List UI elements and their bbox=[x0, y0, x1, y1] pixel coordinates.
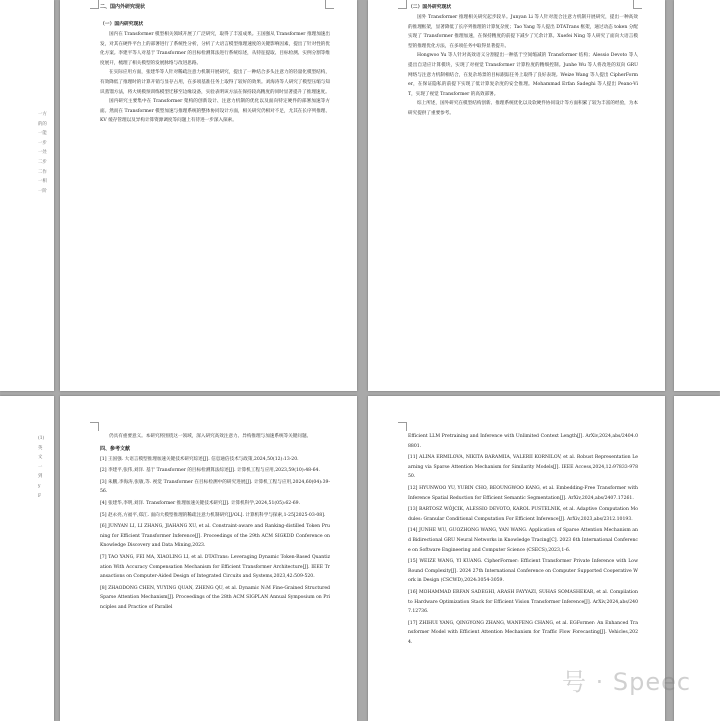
crop-mark bbox=[398, 0, 407, 9]
paragraph: 仍具有重要意义。本研究将围绕这一领域，深入研究高效注意力、异构推理与加速系统等关键问题。 bbox=[109, 434, 312, 439]
crop-mark bbox=[398, 422, 407, 431]
reference-item: [7] TAO YANG, FEI MA, XIAOLING LI, et al. DTATrans: Leveraging Dynamic Token-Based Quantization With Accuracy Compensation Mechanism for Efficient Transformer Architecture[J]. IEEE Transactions on Computer-Aided Design of Integrated Circuits and Systems,2023,42:509-520. bbox=[100, 554, 330, 580]
reference-item: [2] 李建平,张伟,刘洋. 基于 Transformer 的目标检测算法综述[J]. 计算机工程与应用,2023,59(10):48-64. bbox=[100, 468, 320, 474]
reference-item: [11] ALINA ERMILOVA, NIKITA BARAMIIA, VALERII KORNILOV, et al. Robust Representation Learning via Sparse Attention Mechanism for Similarity Models[J]. IEEE Access,2024,12:97833-97850. bbox=[408, 455, 638, 480]
reference-item: [1] 王国强. 大语言模型推理加速关键技术研究综述[J]. 信息通信技术与政策,2024,50(12):13-20. bbox=[100, 456, 299, 462]
adjacent-page-right-top bbox=[674, 0, 720, 391]
crop-mark bbox=[90, 422, 99, 431]
reference-item: [5] 赵永亮,方福平,郑江. 面向大模型推理的稀疏注意力机制研究[J/OL]. 计算机科学与探索,1-25[2025-03-08]. bbox=[100, 512, 326, 518]
reference-item: [17] ZHIHUI YANG, QINGYONG ZHANG, WANFENG CHANG, et al. EGFormer: An Enhanced Transformer Model with Efficient Attention Mechanism for Traffic Flow Forecasting[J]. Vehicles,2024. bbox=[408, 620, 638, 645]
adjacent-page-text: 一方 的的 一能 一步 一处 二步 二作 一相 一阶 bbox=[38, 112, 47, 194]
paragraph: 国内研究主要集中在 Transformer 架构的创新设计、注意力机制的优化以及面向特定硬件的部署加速等方面。然而在 Transformer 模型加速与推理系统的整体协同设计方面，相关研究仍相对不足，尤其在长序列推理、KV 缓存管理以及异构计算资源调度等问题上有待进一步深入探索。 bbox=[100, 99, 330, 124]
crop-mark bbox=[90, 0, 99, 9]
document-page-1[interactable] bbox=[60, 0, 357, 391]
reference-item: [15] WEIZE WANG, YI KUANG. CipherFormer: Efficient Transformer Private Inference with Low Round Complexity[J]. 2024 27th International Conference on Computer Supported Cooperative Work in Design (CSCWD),2024:3054-3059. bbox=[408, 559, 638, 584]
section-heading: 二、国内外研究现状 bbox=[100, 4, 146, 10]
watermark-text: 号 · Speec bbox=[562, 668, 692, 696]
paragraph: 国外 Transformer 推理相关研究起步较早。Junyan Li 等人针对混合注意力机制开展研究，提出一种高效的推理框架，显著降低了长序列推理的计算复杂度；Tao Yang 等人提出 DTATrans 框架，通过动态 token 分配实现了 Transformer 推理加速，在保持精度的前提下减少了冗余计算。Xuefei Ning 等人研究了面向大语言模型的推理优化方法，在多项任务中取得显著提升。 bbox=[408, 15, 638, 49]
reference-item: [13] BARTOSZ WÓJCIK, ALESSIO DEVOTO, KAROL PUSTELNIK, et al. Adaptive Computation Modules: Granular Conditional Computation For Efficient Inference[J]. ArXiv,2023,abs/2312.10193. bbox=[408, 507, 638, 522]
reference-item: [3] 朱鹏,李海涛,张敏,等. 视觉 Transformer 在目标检测中的研究进展[J]. 计算机工程与应用,2024,60(04):39-56. bbox=[100, 479, 330, 495]
references-heading: 四、参考文献 bbox=[100, 445, 131, 452]
document-page-2[interactable] bbox=[368, 0, 665, 391]
paragraph: 综上所述，国外研究在模型结构创新、推理系统优化以及软硬件协同设计等方面积累了较为丰富的经验，为本研究提供了重要参考。 bbox=[408, 101, 638, 116]
document-page-3[interactable] bbox=[60, 396, 357, 721]
reference-item: [6] JUNYAN LI, LI ZHANG, JIAHANG XU, et al. Constraint-aware and Ranking-distilled Token Pruning for Efficient Transformer Inference[J]. Proceedings of the 29th ACM SIGKDD Conference on Knowledge Discovery and Data Mining,2023. bbox=[100, 524, 330, 549]
adjacent-page-text: (1) 英 文 一 到 y F bbox=[38, 436, 45, 499]
subsection-heading: （一）国内研究现状 bbox=[100, 22, 144, 27]
reference-continuation: Efficient LLM Pretraining and Inference with Unlimited Context Length[J]. ArXiv,2024,abs/2404.08801. bbox=[408, 434, 638, 449]
page-body bbox=[100, 432, 330, 615]
page-body bbox=[100, 2, 330, 126]
reference-item: [8] ZHAODONG CHEN, YUYING QUAN, ZHENG QU, et al. Dynamic N:M Fine-Grained Structured Sparse Attention Mechanism[J]. Proceedings of the 28th ACM SIGPLAN Annual Symposium on Principles and Practice of Parallel bbox=[100, 585, 330, 610]
adjacent-page-left-top bbox=[0, 0, 54, 391]
subsection-heading: （二）国外研究现状 bbox=[408, 5, 452, 10]
reference-item: [4] 张建华,李明,刘洋. Transformer 推理加速关键技术研究[J]. 计算机科学,2024,51(05):62-69. bbox=[100, 500, 301, 506]
reference-item: [14] JUNHE WU, GUOZHONG WANG, YAN WANG. Application of Sparse Attention Mechanism and Bidirectional GRU Neural Networks in Knowledge Tracing[C]. 2023 6th International Conference on Software Engineering and Computer Science (CSECS),2023,1-6. bbox=[408, 528, 638, 553]
reference-item: [12] HYUNWOO YU, YUBIN CHO, BEOUNGWOO KANG, et al. Embedding-Free Transformer with Inference Spatial Reduction for Efficient Semantic Segmentation[J]. ArXiv,2024,abs/2407.17261. bbox=[408, 485, 638, 501]
paragraph: 国内在 Transformer 模型相关领域开展了广泛研究，取得了丰富成果。王国强从 Transformer 推理加速出发，对其在硬件平台上的部署进行了系统性分析，分析了大语言模型推理速度的关键影响因素，提出了针对性的优化方案。李建平等人对基于 Transformer 的目标检测算法进行系统综述，从特征提取、目标检测、实例分割等维度展开，梳理了相关模型的发展脉络与改进思路。 bbox=[100, 32, 330, 66]
page-body bbox=[408, 432, 638, 649]
paragraph: 在实际应用方面，张建华等人针对稀疏注意力机制开展研究，提出了一种结合多头注意力的轻量化模型结构，有效降低了推理时的计算开销与显存占用，在多项基准任务上取得了较好的效果。刘海涛等人研究了模型压缩与知识蒸馏方法，将大规模预训练模型迁移至边缘设备，实验表明该方法在保持较高精度的同时显著提升了推理速度。 bbox=[100, 70, 330, 95]
page-body bbox=[408, 2, 638, 119]
paragraph: Hongwoo Yu 等人针对高效语义分割提出一种基于空间缩减的 Transformer 结构；Alessio Devoto 等人提出自适应计算模块，实现了对视觉 Transformer 计算粒度的精细控制。Junhe Wu 等人将改进的双向 GRU 网络与注意力机制相结合，在复杂场景的目标跟踪任务上取得了良好表现。Weize Wang 等人提出 CipherFormer，在保证隐私的前提下实现了低计算复杂度的安全推理。Mohammad Erfan Sadeghi 等人提出 Peano-ViT，实现了视觉 Transformer 的高效部署。 bbox=[408, 53, 638, 97]
reference-item: [16] MOHAMMAD ERFAN SADEGHI, ARASH FAYYAZI, SUHAS SOMASHEKAR, et al. Compilation to Hardware Optimization Stack for Efficient Vision Transformer Inference[J]. ArXiv,2024,abs/2407.12736. bbox=[408, 589, 638, 615]
adjacent-page-left-bottom bbox=[0, 396, 54, 721]
